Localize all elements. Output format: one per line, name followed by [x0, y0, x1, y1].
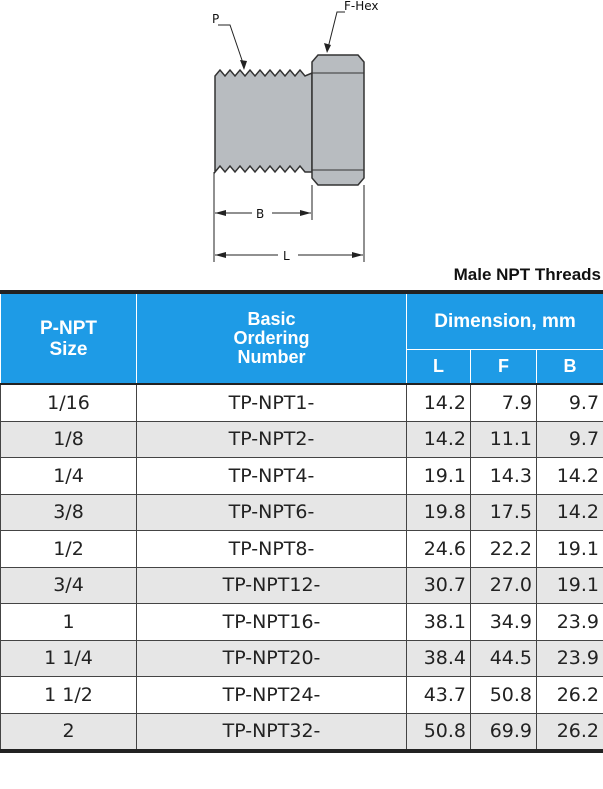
cell-b: 23.9 [537, 604, 603, 641]
cell-size: 1 1/4 [1, 640, 137, 677]
hex-body [312, 55, 364, 185]
cell-f: 22.2 [471, 531, 537, 568]
table-row [1, 713, 603, 751]
threaded-body [215, 70, 312, 172]
cell-b: 23.9 [537, 640, 603, 677]
cell-f: 34.9 [471, 604, 537, 641]
table-row [1, 494, 603, 531]
b-arrow-right [300, 210, 311, 216]
header-size-line: Size [49, 338, 88, 360]
label-l: L [283, 249, 290, 263]
cell-order: TP-NPT16- [137, 604, 407, 641]
cell-l: 14.2 [407, 384, 471, 421]
cell-size: 3/4 [1, 567, 137, 604]
l-arrow-right [352, 252, 363, 258]
cell-size: 1 [1, 604, 137, 641]
table-row [1, 604, 603, 641]
cell-b: 26.2 [537, 713, 603, 751]
header-dimension: Dimension, mm [407, 292, 603, 350]
cell-f: 14.3 [471, 458, 537, 495]
header-l: L [407, 350, 471, 385]
cell-size: 2 [1, 713, 137, 751]
cell-b: 26.2 [537, 677, 603, 714]
cell-b: 14.2 [537, 458, 603, 495]
cell-b: 19.1 [537, 531, 603, 568]
p-leader-arrow [240, 60, 247, 70]
header-b: B [537, 350, 603, 385]
table-row [1, 531, 603, 568]
cell-l: 19.8 [407, 494, 471, 531]
cell-order: TP-NPT6- [137, 494, 407, 531]
header-size-line: P-NPT [40, 317, 97, 339]
cell-f: 17.5 [471, 494, 537, 531]
cell-size: 1/2 [1, 531, 137, 568]
cell-f: 27.0 [471, 567, 537, 604]
cell-size: 1/4 [1, 458, 137, 495]
cell-order: TP-NPT12- [137, 567, 407, 604]
cell-l: 43.7 [407, 677, 471, 714]
table-subtitle: Male NPT Threads [453, 265, 601, 284]
cell-f: 44.5 [471, 640, 537, 677]
cell-order: TP-NPT32- [137, 713, 407, 751]
b-arrow-left [215, 210, 226, 216]
cell-order: TP-NPT8- [137, 531, 407, 568]
table-row [1, 421, 603, 458]
cell-order: TP-NPT4- [137, 458, 407, 495]
l-arrow-left [215, 252, 226, 258]
cell-b: 9.7 [537, 421, 603, 458]
cell-order: TP-NPT24- [137, 677, 407, 714]
f-hex-leader [328, 12, 345, 48]
cell-l: 38.1 [407, 604, 471, 641]
cell-l: 19.1 [407, 458, 471, 495]
cell-l: 24.6 [407, 531, 471, 568]
cell-order: TP-NPT1- [137, 384, 407, 421]
cell-order: TP-NPT2- [137, 421, 407, 458]
cell-f: 7.9 [471, 384, 537, 421]
cell-order: TP-NPT20- [137, 640, 407, 677]
table-row [1, 384, 603, 421]
header-order-line: Number [237, 347, 306, 367]
cell-l: 38.4 [407, 640, 471, 677]
label-b: B [256, 207, 265, 221]
header-order-line: Basic [247, 309, 296, 329]
label-p: P [212, 12, 220, 26]
cell-f: 11.1 [471, 421, 537, 458]
table-row [1, 677, 603, 714]
cell-size: 1/8 [1, 421, 137, 458]
fitting-diagram [0, 0, 603, 268]
cell-b: 14.2 [537, 494, 603, 531]
header-f: F [471, 350, 537, 385]
f-hex-leader-arrow [324, 43, 331, 53]
cell-l: 14.2 [407, 421, 471, 458]
p-leader [218, 25, 244, 66]
cell-f: 50.8 [471, 677, 537, 714]
header-order-line: Ordering [233, 328, 310, 348]
cell-b: 9.7 [537, 384, 603, 421]
label-f-hex: F-Hex [344, 0, 379, 13]
header-ordering-number [137, 292, 407, 384]
table-row [1, 567, 603, 604]
cell-size: 1 1/2 [1, 677, 137, 714]
npt-dimension-table [0, 290, 603, 753]
cell-l: 30.7 [407, 567, 471, 604]
cell-l: 50.8 [407, 713, 471, 751]
header-size [1, 292, 137, 384]
cell-b: 19.1 [537, 567, 603, 604]
cell-size: 1/16 [1, 384, 137, 421]
table-row [1, 458, 603, 495]
cell-f: 69.9 [471, 713, 537, 751]
table-row [1, 640, 603, 677]
cell-size: 3/8 [1, 494, 137, 531]
